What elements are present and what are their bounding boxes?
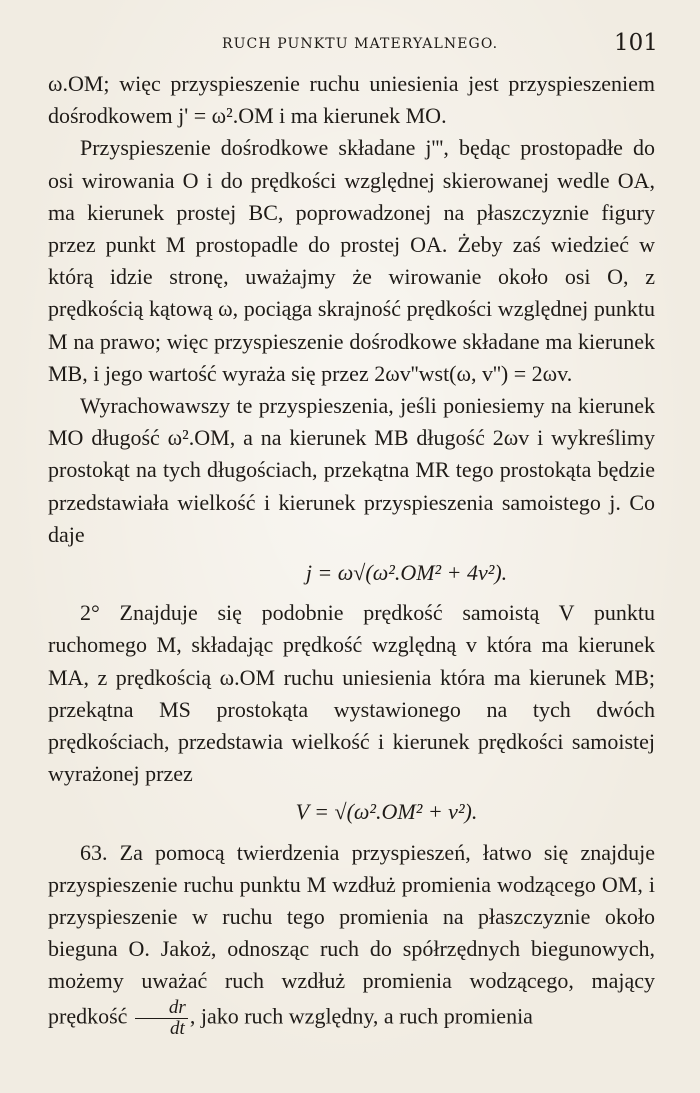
paragraph-centripetal: Przyspieszenie dośrodkowe składane j''', będąc prostopadłe do osi wirowania O i do prędkości względnej skierowanej wedle OA, ma kierunek prostej BC, poprowadzonej na płaszczyznie figury przez punkt M prostopadle do prostej OA. Żeby zaś wiedzieć w którą idzie stronę, uważajmy że wirowanie około osi O, z prędkością kątową ω, pociąga skrajność prędkości względnej punktu M na prawo; więc przyspieszenie dośrodkowe składane ma kierunek MB, i jego wartość wyraża się przez 2ωv''wst(ω, v'') = 2ωv. bbox=[48, 135, 655, 386]
paragraph-63-tail: , jako ruch względny, a ruch promienia bbox=[189, 1003, 533, 1029]
fraction-numerator: dr bbox=[135, 998, 188, 1019]
running-head: RUCH PUNKTU MATERYALNEGO. bbox=[222, 36, 499, 52]
paragraph-continuation: ω.OM; więc przyspieszenie ruchu uniesienia jest przyspieszeniem dośrodkowem j' = ω².OM i ma kierunek MO. bbox=[48, 71, 655, 129]
fraction-denominator: dt bbox=[169, 1017, 185, 1039]
paragraph-computation: Wyrachowawszy te przyspieszenia, jeśli poniesiemy na kierunek MO długość ω².OM, a na kierunek MB długość 2ωv i wykreślimy prostokąt na tych długościach, przekątna MR tego prostokąta będzie przedstawiała wielkość i kierunek przyspieszenia samoistego j. Co daje bbox=[48, 393, 655, 547]
paragraph-63 bbox=[48, 837, 655, 1039]
equation-velocity: V = √(ω².OM² + v²). bbox=[295, 799, 478, 825]
paragraph-velocity: 2° Znajduje się podobnie prędkość samoistą V punktu ruchomego M, składając prędkość względną v która ma kierunek MA, z prędkością ω.OM ruchu uniesienia która ma kierunek MB; przekątna MS prostokąta wystawionego na tych dwóch prędkościach, przedstawia wielkość i kierunek prędkości samoistej wyrażonej przez bbox=[48, 600, 655, 787]
fraction-dr-dt bbox=[135, 998, 188, 1039]
paragraph-63-text: 63. Za pomocą twierdzenia przyspieszeń, łatwo się znajduje przyspieszenie ruchu punktu M wzdłuż promienia wodzącego OM, i przyspieszenie w ruchu tego promienia na płaszczyznie około bieguna O. Jakoż, odnosząc ruch do spółrzędnych biegunowych, możemy uważać ruch wzdłuż promienia wodzącego, mający prędkość bbox=[48, 839, 655, 1029]
equation-acceleration: j = ω√(ω².OM² + 4v²). bbox=[305, 560, 508, 586]
page-number: 101 bbox=[614, 30, 658, 56]
page-header bbox=[0, 30, 700, 60]
page-body bbox=[48, 68, 655, 1039]
